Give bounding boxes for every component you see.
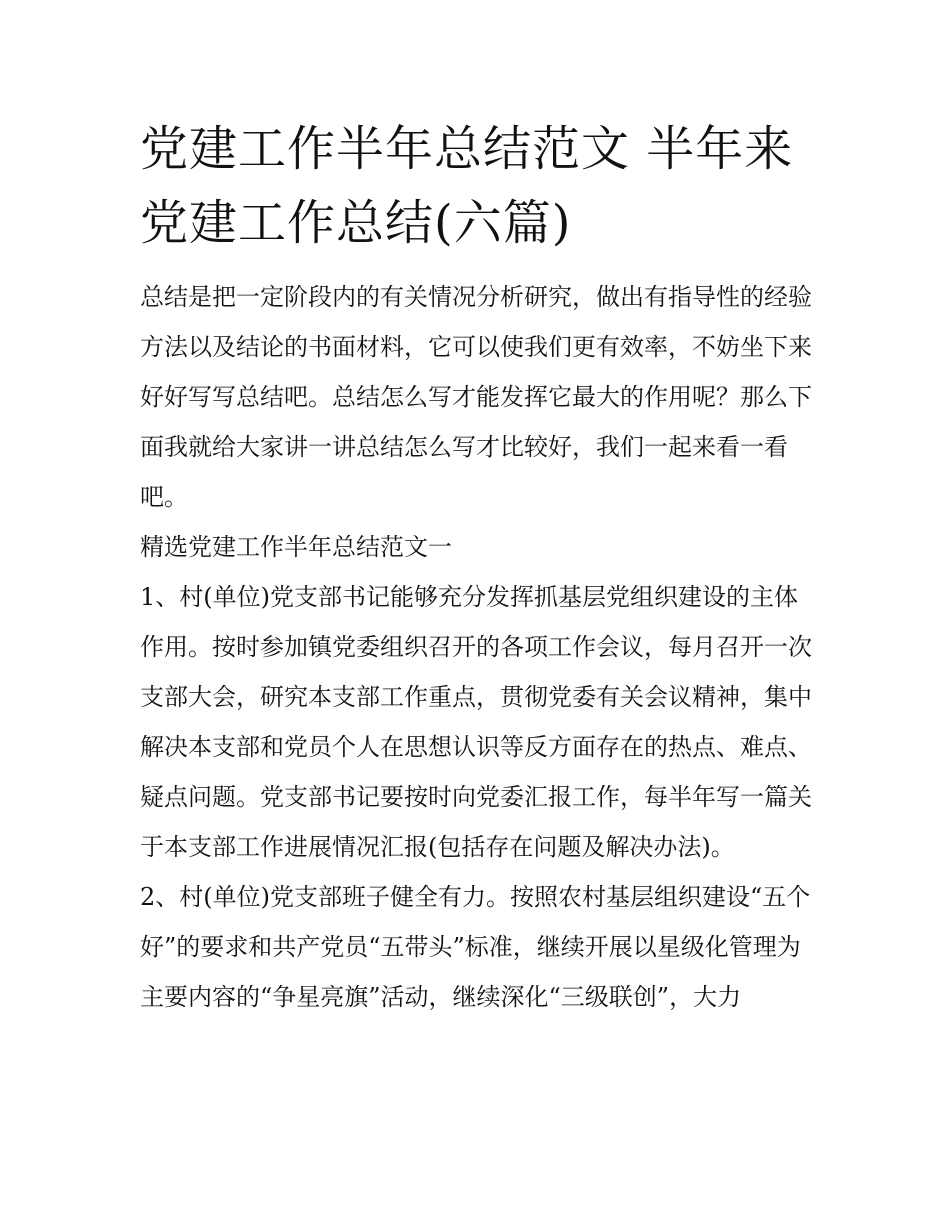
body-paragraph-1: 1、村(单位)党支部书记能够充分发挥抓基层党组织建设的主体作用。按时参加镇党委组织召开的各项工作会议，每月召开一次支部大会，研究本支部工作重点，贯彻党委有关会议精神，集中解决本支部和党员个人在思想认识等反方面存在的热点、难点、疑点问题。党支部书记要按时向党委汇报工作，每半年写一篇关于本支部工作进展情况汇报(包括存在问题及解决办法)。 xyxy=(140,583,812,861)
intro-paragraph: 总结是把一定阶段内的有关情况分析研究，做出有指导性的经验方法以及结论的书面材料，它可以使我们更有效率，不妨坐下来好好写写总结吧。总结怎么写才能发挥它最大的作用呢？那么下面我就给大家讲一讲总结怎么写才比较好，我们一起来看一看吧。 xyxy=(140,283,812,511)
document-title: 党建工作半年总结范文 半年来党建工作总结(六篇) xyxy=(140,121,794,251)
section-heading: 精选党建工作半年总结范文一 xyxy=(140,533,452,561)
body-paragraph-2: 2、村(单位)党支部班子健全有力。按照农村基层组织建设“五个好”的要求和共产党员“五带头”标准，继续开展以星级化管理为主要内容的“争星亮旗”活动，继续深化“三级联创”，大力 xyxy=(140,883,811,1011)
document-body xyxy=(140,112,820,1022)
